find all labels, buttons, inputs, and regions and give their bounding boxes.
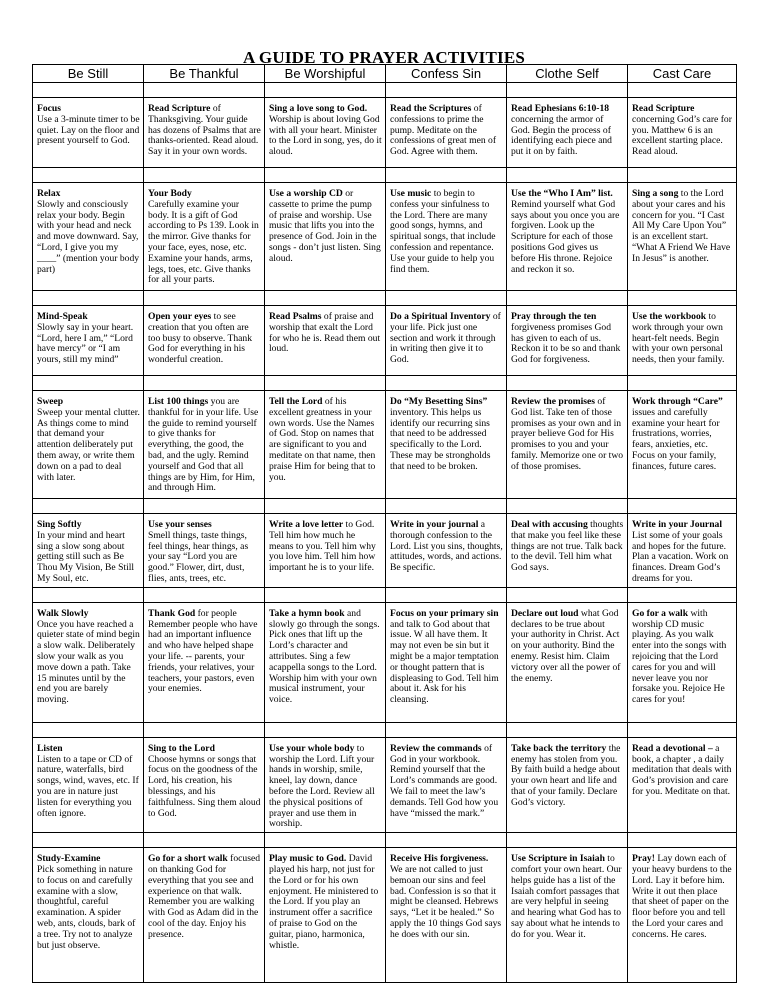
activity-description: of your life. Pick just one section and work it through in writing then give it to God. <box>390 311 501 366</box>
column-header-be-still: Be Still <box>33 65 144 83</box>
activity-title: Open your eyes <box>148 311 212 322</box>
activity-cell-be-thankful <box>144 602 265 722</box>
divider-cell <box>33 722 144 737</box>
activity-description: or cassette to prime the pump of praise and worship. Use music that lifts you into the presence of God. Join in the songs - don’t just listen. Sing aloud. <box>269 188 381 264</box>
activity-description: to work through your own heart-felt needs. Begin with your own personal needs, then your family. <box>632 311 725 366</box>
activity-description: of Thanksgiving. Your guide has dozens of Psalms that are thanks-oriented. Read aloud. Say it in your own words. <box>148 103 261 158</box>
divider-cell <box>144 833 265 848</box>
prayer-activities-table <box>32 64 737 983</box>
activity-title: Pray! <box>632 853 655 865</box>
activity-cell-be-still <box>33 183 144 291</box>
activity-cell-be-thankful <box>144 183 265 291</box>
divider-cell <box>144 499 265 514</box>
activity-description: the enemy has stolen from you. By faith build a hedge about your own heart and life and that of your family. Declare God’s victory. <box>511 742 621 808</box>
activity-title: Declare out loud <box>511 607 579 619</box>
activity-description: concerning the armor of God. Begin the process of identifying each piece and put it on by faith. <box>511 113 612 158</box>
activity-description: Once you have reached a quieter state of mind begin a slow walk. Deliberately slow your walk as you move down a path. Take 15 minutes until by the end you are barely moving. <box>37 618 140 706</box>
activity-title: Receive His forgiveness. <box>390 853 489 865</box>
activity-title: Walk Slowly <box>37 607 89 619</box>
activity-title: Mind-Speak <box>37 311 88 322</box>
divider-cell <box>265 833 386 848</box>
activity-description: Pick something in nature to focus on and carefully examine with a slow, thoughtful, careful examination. A spider web, ants, clouds, bark of a tree. Try not to analyze but just observe. <box>37 863 136 951</box>
row-divider <box>33 376 737 391</box>
divider-cell <box>144 376 265 391</box>
activity-title: Write in your journal <box>390 519 479 530</box>
activity-title: Use Scripture in Isaiah <box>511 853 605 865</box>
activity-cell-cast-care <box>628 391 737 499</box>
activity-cell-be-worshipful <box>265 183 386 291</box>
activity-description: Listen to a tape or CD of nature, waterfalls, bird songs, wind, waves, etc. If you are in nature just listen for everything you often ignore. <box>37 753 139 819</box>
activity-cell-cast-care <box>628 514 737 588</box>
table-row <box>33 602 737 722</box>
divider-cell <box>144 168 265 183</box>
divider-cell <box>265 83 386 98</box>
divider-cell <box>507 376 628 391</box>
activity-description: to the Lord about your cares and his concern for you. “I Cast All My Care Upon You” is an excellent start. “What A Friend We Have In Jesus” is another. <box>632 188 731 264</box>
table-row <box>33 306 737 376</box>
activity-title: Write in your Journal <box>632 519 722 530</box>
activity-cell-clothe-self <box>507 306 628 376</box>
divider-cell <box>144 722 265 737</box>
activity-cell-confess-sin <box>386 391 507 499</box>
divider-cell <box>265 499 386 514</box>
row-divider <box>33 168 737 183</box>
table-row <box>33 98 737 168</box>
activity-cell-be-still <box>33 602 144 722</box>
activity-description: and slowly go through the songs. Pick ones that lift up the Lord’s character and attributes. Sing a few acappella songs to the Lord. Worship him with your own musical instrument, your voice. <box>269 607 380 706</box>
divider-cell <box>628 83 737 98</box>
activity-title: Write a love letter <box>269 519 344 530</box>
activity-cell-be-worshipful <box>265 848 386 983</box>
activity-cell-be-still <box>33 391 144 499</box>
divider-cell <box>628 722 737 737</box>
divider-cell <box>265 168 386 183</box>
column-header-be-worshipful: Be Worshipful <box>265 65 386 83</box>
activity-description: with worship CD music playing. As you walk enter into the songs with rejoicing that the Lord cares for you and will never leave you nor forsake you. Rejoice He cares for you! <box>632 607 727 706</box>
row-divider <box>33 83 737 98</box>
activity-cell-cast-care <box>628 602 737 722</box>
activity-description: Remind yourself what God says about you once you are forgiven. Look up the Scripture for each of those positions God gives us before His throne. Rejoice and reckon it so. <box>511 198 620 275</box>
divider-cell <box>628 291 737 306</box>
activity-title: Read a devotional – <box>632 742 713 754</box>
divider-cell <box>386 587 507 602</box>
divider-cell <box>33 499 144 514</box>
table-row <box>33 514 737 588</box>
activity-title: Review the commands <box>390 742 482 754</box>
activity-title: Take a hymn book <box>269 607 345 619</box>
activity-description: David played his harp, not just for the Lord or for his own enjoyment. He ministered to the Lord. If you play an instrument offer a sacrifice of praise to God on the guitar, piano, harmonica, whistle. <box>269 853 379 951</box>
activity-cell-clothe-self <box>507 183 628 291</box>
divider-cell <box>507 587 628 602</box>
divider-cell <box>628 168 737 183</box>
row-divider <box>33 833 737 848</box>
column-header-cast-care: Cast Care <box>628 65 737 83</box>
activity-title: Read Ephesians 6:10-18 <box>511 103 610 114</box>
activity-description: inventory. This helps us identify our recurring sins that need to be addressed specifically to the Lord. These may be strongholds that need to be broken. <box>390 406 491 472</box>
divider-cell <box>33 83 144 98</box>
divider-cell <box>507 168 628 183</box>
activity-description: what God declares to be true about your authority in Christ. Act on your authority. Bind the enemy. Resist him. Claim victory over all the power of the enemy. <box>511 607 621 684</box>
activity-title: Use your whole body <box>269 742 355 754</box>
activity-cell-cast-care <box>628 98 737 168</box>
activity-description: We are not called to just bemoan our sins and feel bad. Confession is so that it might be cleansed. Hebrews says, “Let it be healed.” So apply the 10 things God says he does with our sin. <box>390 863 502 940</box>
divider-cell <box>33 291 144 306</box>
activity-title: Study-Examine <box>37 853 101 865</box>
activity-cell-be-thankful <box>144 737 265 832</box>
activity-title: Use the workbook <box>632 311 707 322</box>
row-divider <box>33 291 737 306</box>
activity-title: Tell the Lord <box>269 396 323 407</box>
activity-description: you are thankful for in your life. Use the guide to remind yourself to give thanks for everything, the good, the bad, and the ugly. Remind yourself and God that all things are by Him, for Him, and through Him. <box>148 396 259 494</box>
divider-cell <box>628 499 737 514</box>
activity-cell-confess-sin <box>386 306 507 376</box>
activity-cell-cast-care <box>628 848 737 983</box>
divider-cell <box>144 83 265 98</box>
activity-description: to worship the Lord. Lift your hands in worship, smile, kneel, lay down, dance before the Lord. Review all the physical positions of prayer and use them in worship. <box>269 742 375 830</box>
activity-cell-confess-sin <box>386 98 507 168</box>
divider-cell <box>386 168 507 183</box>
activity-cell-cast-care <box>628 183 737 291</box>
row-divider <box>33 587 737 602</box>
activity-cell-be-worshipful <box>265 602 386 722</box>
activity-title: Use music <box>390 188 432 199</box>
activity-cell-be-still <box>33 514 144 588</box>
activity-title: Listen <box>37 742 63 754</box>
activity-cell-be-thankful <box>144 391 265 499</box>
activity-title: Focus <box>37 103 61 114</box>
activity-description: a book, a chapter , a daily meditation that deals with God’s provision and care for you. Meditate on that. <box>632 742 732 797</box>
activity-title: Read Scripture <box>632 103 695 114</box>
activity-cell-cast-care <box>628 737 737 832</box>
activity-title: Review the promises <box>511 396 596 407</box>
divider-cell <box>507 722 628 737</box>
activity-description: to God. Tell him how much he means to you. Tell him why you love him. Tell him how important he is to your life. <box>269 519 376 574</box>
activity-title: Read Scripture <box>148 103 211 114</box>
activity-description: of praise and worship that exalt the Lord for who he is. Read them out loud. <box>269 311 381 355</box>
activity-title: Sing to the Lord <box>148 742 215 754</box>
activity-cell-clothe-self <box>507 98 628 168</box>
activity-title: Pray through the ten <box>511 311 597 322</box>
activity-description: forgiveness promises God has given to each of us. Reckon it to be so and thank God for forgiveness. <box>511 321 621 366</box>
activity-description: of God in your workbook. Remind yourself that the Lord’s commands are good. We fail to meet the law’s demands. Tell God how you have “missed the mark.” <box>390 742 499 819</box>
divider-cell <box>507 83 628 98</box>
activity-description: Worship is about loving God with all your heart. Minister to the Lord in song, yes, do it aloud. <box>269 113 382 158</box>
divider-cell <box>386 376 507 391</box>
activity-title: Do a Spiritual Inventory <box>390 311 491 322</box>
divider-cell <box>507 291 628 306</box>
activity-title: Sing a song <box>632 188 679 199</box>
activity-cell-confess-sin <box>386 737 507 832</box>
table-row <box>33 183 737 291</box>
activity-description: focused on thanking God for everything that you see and experience on that walk. Remember you are walking with God as Adam did in the cool of the day. Enjoy his presence. <box>148 853 261 940</box>
divider-cell <box>386 83 507 98</box>
activity-title: Use your senses <box>148 519 212 530</box>
activity-cell-be-thankful <box>144 98 265 168</box>
activity-cell-be-still <box>33 737 144 832</box>
activity-cell-clothe-self <box>507 737 628 832</box>
activity-description: Slowly and consciously relax your body. Begin with your head and neck and move downward. Say, “Lord, I give you my ____” (mention your body part) <box>37 198 140 275</box>
divider-cell <box>265 587 386 602</box>
activity-cell-be-thankful <box>144 306 265 376</box>
activity-cell-clothe-self <box>507 391 628 499</box>
divider-cell <box>386 833 507 848</box>
divider-cell <box>386 722 507 737</box>
activity-title: Go for a short walk <box>148 853 228 865</box>
header-row <box>33 65 737 83</box>
divider-cell <box>386 499 507 514</box>
divider-cell <box>144 587 265 602</box>
divider-cell <box>265 376 386 391</box>
column-header-confess-sin: Confess Sin <box>386 65 507 83</box>
activity-title: Relax <box>37 188 61 199</box>
divider-cell <box>628 376 737 391</box>
activity-description: of his excellent greatness in your own words. Use the Names of God. Stop on names that are significant to you and meditate on that name, then praise Him for being that to you. <box>269 396 376 483</box>
column-header-clothe-self: Clothe Self <box>507 65 628 83</box>
activity-description: of God list. Take ten of those promises as your own and in prayer believe God for His promises to you and your family. Memorize one or two of those promises. <box>511 396 624 472</box>
activity-cell-be-thankful <box>144 514 265 588</box>
divider-cell <box>33 587 144 602</box>
activity-title: Read the Scriptures <box>390 103 472 114</box>
activity-description: to see creation that you often are too busy to observe. Thank God for everything in his wonderful creation. <box>148 311 253 366</box>
activity-title: Go for a walk <box>632 607 689 619</box>
activity-cell-clothe-self <box>507 514 628 588</box>
activity-title: Do “My Besetting Sins” <box>390 396 488 407</box>
activity-description: Sweep your mental clutter. As things come to mind that demand your attention deliberately put them away, or write them down on a pad to deal with later. <box>37 406 140 483</box>
divider-cell <box>144 291 265 306</box>
divider-cell <box>265 291 386 306</box>
activity-title: List 100 things <box>148 396 209 407</box>
table-body <box>33 83 737 983</box>
divider-cell <box>33 168 144 183</box>
activity-cell-be-worshipful <box>265 391 386 499</box>
activity-description: to comfort your own heart. Our helps guide has a list of the Isaiah comfort passages that are very helpful in seeing and hearing what God has to say about what he intends to do for you. Wear it. <box>511 853 622 940</box>
activity-title: Take back the territory <box>511 742 607 754</box>
activity-description: Lay down each of your heavy burdens to the Lord. Lay it before him. Write it out then place that sheet of paper on the floor before you and tell the Lord your cares and concerns. He cares. <box>632 853 732 940</box>
activity-description: of confessions to prime the pump. Meditate on the confessions of great men of God. Agree with them. <box>390 103 497 158</box>
activity-title: Sing a love song to God. <box>269 103 368 114</box>
activity-description: concerning God’s care for you. Matthew 6 is an excellent starting place. Read aloud. <box>632 113 732 158</box>
divider-cell <box>33 833 144 848</box>
activity-description: List some of your goals and hopes for the future. Plan a vacation. Work on finances. Dream God’s dreams for you. <box>632 529 729 584</box>
activity-cell-confess-sin <box>386 183 507 291</box>
activity-description: Choose hymns or songs that focus on the goodness of the Lord, his creation, his blessings, and his faithfulness. Sing them aloud to God. <box>148 753 261 819</box>
divider-cell <box>386 291 507 306</box>
row-divider <box>33 499 737 514</box>
activity-cell-be-still <box>33 306 144 376</box>
activity-description: for people Remember people who have had an important influence and who have helped shape your life. -- parents, your friends, your relatives, your teachers, your pastors, even your enemies. <box>148 607 258 695</box>
divider-cell <box>628 587 737 602</box>
activity-cell-confess-sin <box>386 514 507 588</box>
activity-description: and talk to God about that issue. W all have them. It may not even be sin but it might be a major temptation or thought pattern that is displeasing to God. Tell him about it. Ask for his cleansing. <box>390 618 499 706</box>
activity-description: Smell things, taste things, feel things, hear things, as your say “Lord you are good.” Flower, dirt, dust, flies, ants, trees, etc. <box>148 529 249 584</box>
activity-description: issues and carefully examine your heart for frustrations, worries, fears, anxieties, etc. Focus on your family, finances, future cares. <box>632 406 720 472</box>
activity-cell-be-still <box>33 848 144 983</box>
activity-cell-be-worshipful <box>265 737 386 832</box>
activity-title: Sing Softly <box>37 519 82 530</box>
divider-cell <box>33 376 144 391</box>
activity-cell-be-thankful <box>144 848 265 983</box>
table-row <box>33 848 737 983</box>
activity-cell-be-worshipful <box>265 98 386 168</box>
activity-description: a thorough confession to the Lord. List you sins, thoughts, attitudes, words, and actions. Be specific. <box>390 519 503 574</box>
divider-cell <box>628 833 737 848</box>
activity-description: to begin to confess your sinfulness to the Lord. There are many good songs, hymns, and spiritual songs, that include confession and repentance. Use your guide to help you find them. <box>390 188 496 275</box>
table-row <box>33 391 737 499</box>
activity-title: Play music to God. <box>269 853 347 865</box>
activity-cell-be-worshipful <box>265 514 386 588</box>
activity-description: Use a 3-minute timer to be quiet. Lay on the floor and present yourself to God. <box>37 113 140 147</box>
activity-title: Sweep <box>37 396 64 407</box>
activity-cell-confess-sin <box>386 602 507 722</box>
activity-title: Your Body <box>148 188 192 199</box>
activity-title: Thank God <box>148 607 196 619</box>
divider-cell <box>507 499 628 514</box>
activity-title: Deal with accusing <box>511 519 588 530</box>
activity-description: In your mind and heart sing a slow song about getting still such as Be Thou My Vision, Be Still My Soul, etc. <box>37 529 135 584</box>
activity-title: Use a worship CD <box>269 188 343 199</box>
divider-cell <box>507 833 628 848</box>
page-title: A GUIDE TO PRAYER ACTIVITIES <box>242 48 526 67</box>
activity-cell-clothe-self <box>507 602 628 722</box>
activity-cell-confess-sin <box>386 848 507 983</box>
row-divider <box>33 722 737 737</box>
activity-description: thoughts that make you feel like these things are not true. Talk back to the devil. Tell him what God says. <box>511 519 624 574</box>
table-row <box>33 737 737 832</box>
activity-title: Read Psalms <box>269 311 322 322</box>
activity-description: Carefully examine your body. It is a gift of God according to Ps 139. Look in the mirror. Give thanks for your face, eyes, nose, etc. Examine your hands, arms, legs, toes, etc. Give thanks for all your parts. <box>148 198 259 286</box>
activity-cell-be-worshipful <box>265 306 386 376</box>
activity-cell-clothe-self <box>507 848 628 983</box>
activity-description: Slowly say in your heart. “Lord, here I am,” “Lord have mercy” or “I am yours, still my mind” <box>37 321 134 366</box>
activity-title: Focus on your primary sin <box>390 607 499 619</box>
column-header-be-thankful: Be Thankful <box>144 65 265 83</box>
activity-title: Work through “Care” <box>632 396 723 407</box>
divider-cell <box>265 722 386 737</box>
activity-cell-cast-care <box>628 306 737 376</box>
activity-title: Use the “Who I Am” list. <box>511 188 613 199</box>
activity-cell-be-still <box>33 98 144 168</box>
